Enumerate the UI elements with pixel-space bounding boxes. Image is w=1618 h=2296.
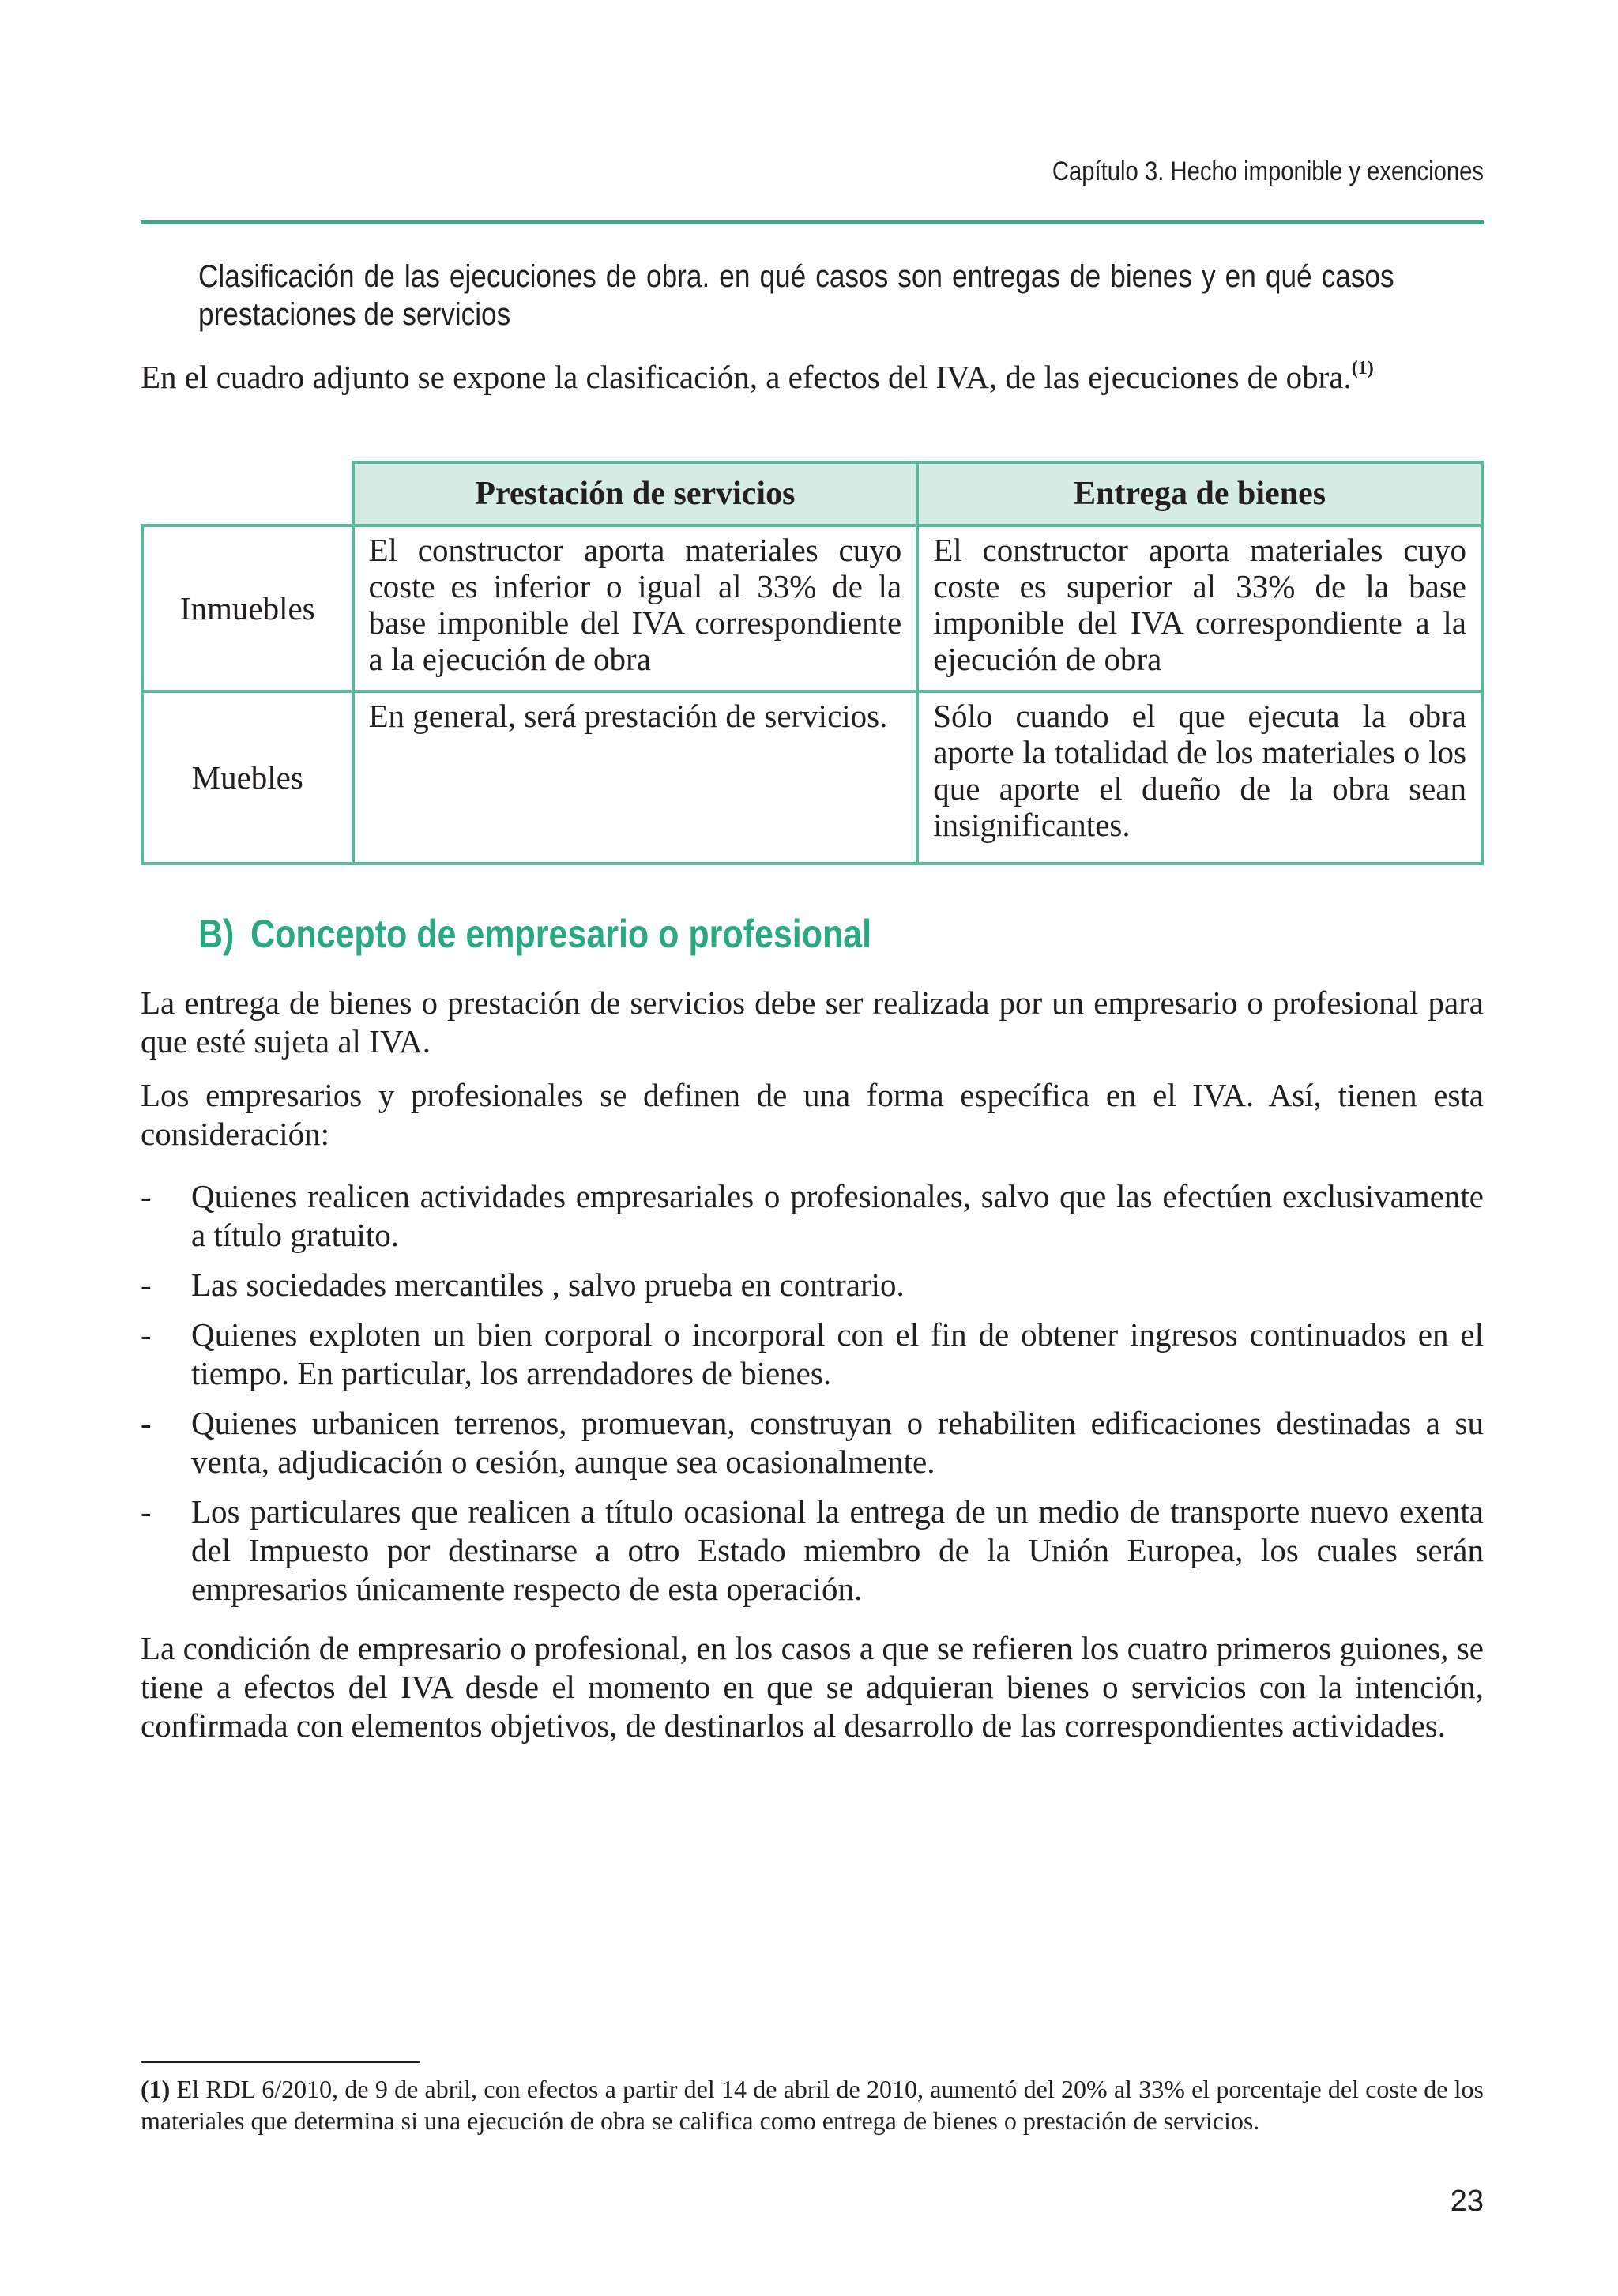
section-title: Concepto de empresario o profesional xyxy=(250,912,872,956)
cell-inmuebles-bienes: El constructor aporta materiales cuyo coste es superior al 33% de la base imponible del IVA correspondiente a la ejecución de obra xyxy=(917,525,1482,691)
list-dash: - xyxy=(141,1316,152,1353)
header-prestacion-servicios: Prestación de servicios xyxy=(353,462,918,525)
row-label-muebles: Muebles xyxy=(142,691,353,864)
list-item-text: Las sociedades mercantiles , salvo prueba en contrario. xyxy=(191,1267,905,1303)
list-dash: - xyxy=(141,1493,152,1530)
intro-paragraph xyxy=(141,358,1484,397)
list-dash: - xyxy=(141,1267,152,1303)
taxpayer-list xyxy=(141,1177,1484,1620)
list-dash: - xyxy=(141,1178,152,1214)
page-number: 23 xyxy=(1450,2185,1484,2218)
list-dash: - xyxy=(141,1405,152,1441)
footnote-marker: (1) xyxy=(141,2075,171,2103)
row-label-inmuebles: Inmuebles xyxy=(142,525,353,691)
cell-muebles-servicios: En general, será prestación de servicios. xyxy=(353,691,918,864)
list-item-text: Los particulares que realicen a título ocasional la entrega de un medio de transporte nuevo exenta del Impuesto por destinarse a otro Estado miembro de la Unión Europea, los cuales serán empresarios únicamente respecto de esta operación. xyxy=(191,1493,1484,1607)
paragraph: La entrega de bienes o prestación de servicios debe ser realizada por un empresario o profesional para que esté sujeta al IVA. xyxy=(141,984,1484,1060)
table-corner-cell xyxy=(142,462,353,525)
cell-muebles-bienes: Sólo cuando el que ejecuta la obra aporte la totalidad de los materiales o los que aporte el dueño de la obra sean insignificantes. xyxy=(917,691,1482,864)
document-page xyxy=(141,0,1484,2296)
header-entrega-bienes: Entrega de bienes xyxy=(917,462,1482,525)
footnote-text: El RDL 6/2010, de 9 de abril, con efectos a partir del 14 de abril de 2010, aumentó del 20% al 33% el porcentaje del coste de los materiales que determina si una ejecución de obra se califica como entrega de bienes o prestación de servicios. xyxy=(141,2075,1484,2135)
running-header: Capítulo 3. Hecho imponible y exenciones xyxy=(1052,156,1484,186)
list-item xyxy=(141,1177,1484,1255)
table-row xyxy=(142,525,1482,691)
list-item-text: Quienes urbanicen terrenos, promuevan, construyan o rehabiliten edificaciones destinadas a su venta, adjudicación o cesión, aunque sea ocasionalmente. xyxy=(191,1405,1484,1480)
footnote xyxy=(141,2073,1484,2136)
header-rule xyxy=(141,220,1484,224)
list-item xyxy=(141,1266,1484,1304)
section-heading xyxy=(198,911,871,957)
list-item xyxy=(141,1404,1484,1481)
list-item-text: Quienes realicen actividades empresariales o profesionales, salvo que las efectúen exclusivamente a título gratuito. xyxy=(191,1178,1484,1253)
list-item-text: Quienes exploten un bien corporal o incorporal con el fin de obtener ingresos continuados en el tiempo. En particular, los arrendadores de bienes. xyxy=(191,1316,1484,1391)
table-header-row xyxy=(142,462,1482,525)
intro-text: En el cuadro adjunto se expone la clasificación, a efectos del IVA, de las ejecuciones de obra. xyxy=(141,359,1352,395)
footnote-reference: (1) xyxy=(1351,358,1374,378)
closing-paragraph: La condición de empresario o profesional, en los casos a que se refieren los cuatro primeros guiones, se tiene a efectos del IVA desde el momento en que se adquieran bienes o servicios con la intención, confirmada con elementos objetivos, de destinarlos al desarrollo de las correspondientes actividades. xyxy=(141,1630,1484,1744)
subsection-title: Clasificación de las ejecuciones de obra. en qué casos son entregas de bienes y en qué casos prestaciones de servicios xyxy=(198,259,1394,332)
footnote-rule xyxy=(141,2061,420,2063)
table-row xyxy=(142,691,1482,864)
paragraph: Los empresarios y profesionales se definen de una forma específica en el IVA. Así, tienen esta consideración: xyxy=(141,1077,1484,1152)
cell-inmuebles-servicios: El constructor aporta materiales cuyo coste es inferior o igual al 33% de la base imponible del IVA correspondiente a la ejecución de obra xyxy=(353,525,918,691)
classification-table xyxy=(141,461,1484,865)
list-item xyxy=(141,1492,1484,1609)
section-letter: B) xyxy=(198,912,235,956)
list-item xyxy=(141,1315,1484,1393)
